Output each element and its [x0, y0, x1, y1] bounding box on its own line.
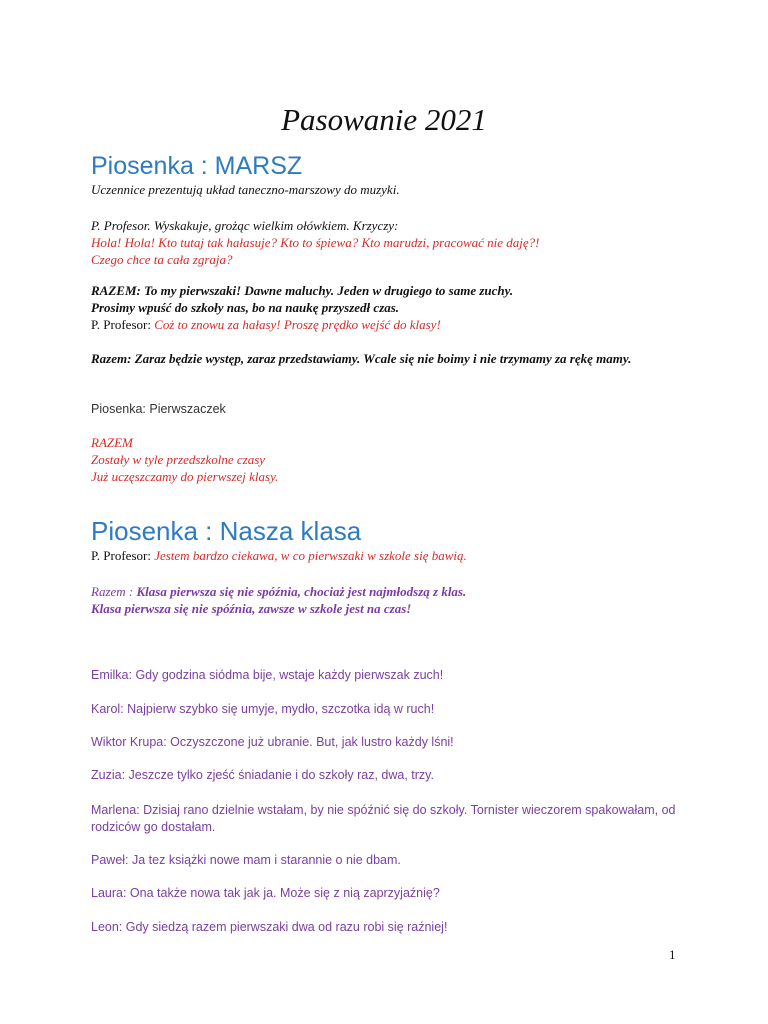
speech-line: Laura: Ona także nowa tak jak ja. Może się z nią zaprzyjaźnię?: [91, 886, 440, 900]
razem-label: RAZEM: [91, 435, 133, 450]
professor-line-4: [91, 547, 711, 564]
razem-paragraph-4: [91, 583, 711, 617]
razem-paragraph-2: [91, 350, 701, 367]
professor-line-3: [91, 316, 711, 333]
speech-line: Leon: Gdy siedzą razem pierwszaki dwa od razu robi się raźniej!: [91, 920, 448, 934]
professor-text: Coż to znowu za hałasy! Proszę prędko wejść do klasy!: [150, 317, 441, 332]
razem-line-1: RAZEM: To my pierwszaki! Dawne maluchy. Jeden w drugiego to same zuchy.: [91, 283, 514, 298]
professor-stage-direction: P. Profesor. Wyskakuje, grożąc wielkim ołówkiem. Krzyczy:: [91, 218, 399, 233]
intro-paragraph: [91, 181, 711, 198]
razem-line-2: Prosimy wpuść do szkoły nas, bo na naukę przyszedł czas.: [91, 300, 400, 315]
razem-paragraph-3: [91, 434, 711, 485]
speech-line: Karol: Najpierw szybko się umyje, mydło, szczotka idą w ruch!: [91, 702, 435, 716]
professor-paragraph-1: [91, 217, 711, 268]
razem-verse-1: Zostały w tyle przedszkolne czasy: [91, 452, 266, 467]
song-label: Piosenka: Pierwszaczek: [91, 402, 226, 416]
professor-paragraph-2: [91, 547, 711, 564]
professor-label: P. Profesor:: [91, 317, 151, 332]
professor-text-2: Jestem bardzo ciekawa, w co pierwszaki w szkole się bawią.: [150, 548, 467, 563]
speech-line: Marlena: Dzisiaj rano dzielnie wstałam, by nie spóźnić się do szkoły. Tornister wieczorem spakowałam, od rodziców go dostałam.: [91, 803, 676, 834]
razem-label-2: Razem :: [91, 584, 134, 599]
razem-line-3: Razem: Zaraz będzie występ, zaraz przedstawiamy. Wcale się nie boimy i nie trzymamy za rękę mamy.: [91, 351, 632, 366]
professor-line-1: Hola! Hola! Kto tutaj tak hałasuje? Kto to śpiewa? Kto marudzi, pracować nie daję?!: [91, 235, 540, 250]
speech-line: Paweł: Ja tez książki nowe mam i starannie o nie dbam.: [91, 853, 401, 867]
professor-label-2: P. Profesor:: [91, 548, 151, 563]
section-heading-marsz: Piosenka : MARSZ: [91, 152, 303, 180]
page-number: 1: [669, 947, 676, 962]
razem-klasa-line-2: Klasa pierwsza się nie spóźnia, zawsze w szkole jest na czas!: [91, 601, 412, 616]
razem-klasa-line-1: [91, 583, 711, 600]
razem-paragraph-1: [91, 282, 711, 333]
professor-line-2: Czego chce ta cała zgraja?: [91, 252, 233, 267]
speech-line: Wiktor Krupa: Oczyszczone już ubranie. But, jak lustro każdy lśni!: [91, 735, 454, 749]
speech-line: Emilka: Gdy godzina siódma bije, wstaje każdy pierwszak zuch!: [91, 668, 444, 682]
document-title: Pasowanie 2021: [281, 102, 487, 137]
song-paragraph: [91, 401, 711, 418]
intro-text: Uczennice prezentują układ taneczno-marszowy do muzyki.: [91, 182, 400, 197]
section-heading-nasza-klasa: Piosenka : Nasza klasa: [91, 516, 362, 546]
razem-verse-2: Już uczęszczamy do pierwszej klasy.: [91, 469, 279, 484]
razem-klasa-text-1: Klasa pierwsza się nie spóźnia, chociaż jest najmłodszą z klas.: [133, 584, 467, 599]
speech-line: Zuzia: Jeszcze tylko zjeść śniadanie i do szkoły raz, dwa, trzy.: [91, 768, 434, 782]
